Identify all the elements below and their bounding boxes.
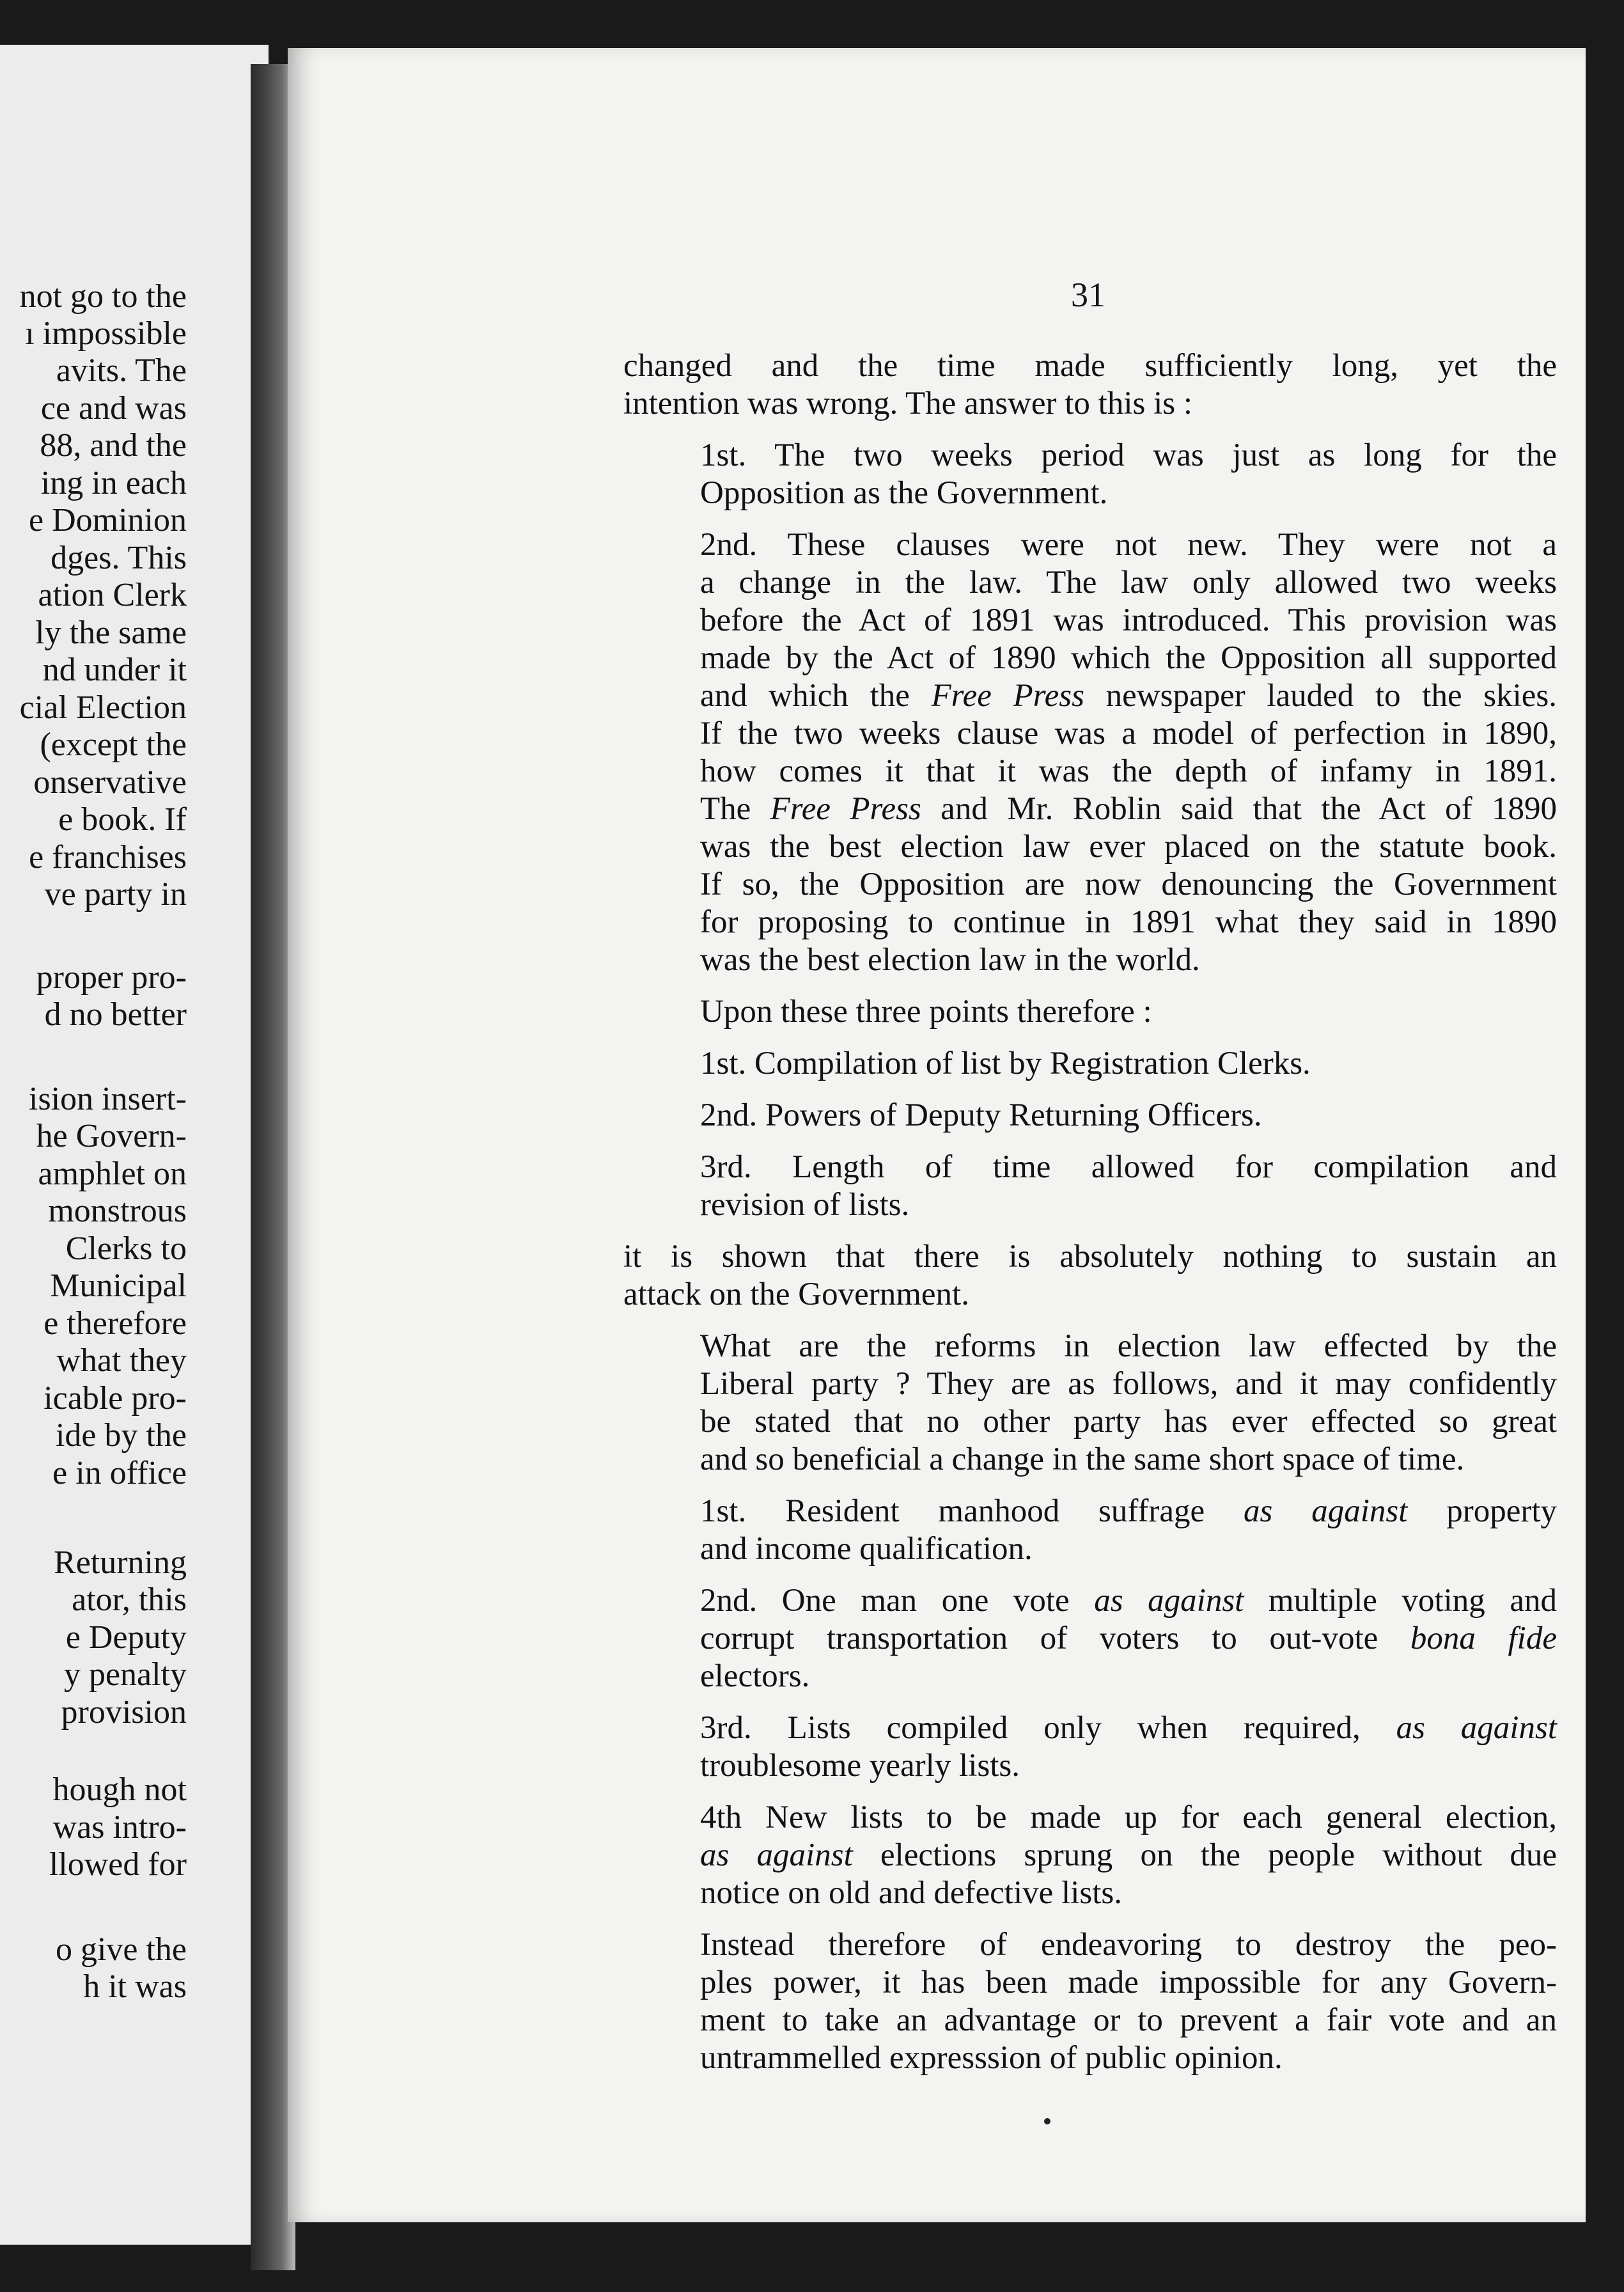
facing-page-line: 88, and the <box>40 427 187 464</box>
paragraph <box>623 1238 1557 1314</box>
facing-page-line: not go to the <box>19 278 187 315</box>
facing-page-line: Clerks to <box>65 1230 187 1267</box>
text-line: revision of lists. <box>700 1187 910 1223</box>
facing-page-line: Municipal <box>50 1268 187 1304</box>
paragraph <box>623 1097 1557 1134</box>
paragraph <box>623 1582 1557 1695</box>
text-line: Opposition as the Government. <box>700 475 1108 511</box>
text-line: 1st. The two weeks period was just as long for the <box>700 437 1557 473</box>
text-line: troublesome yearly lists. <box>700 1748 1020 1784</box>
text-line: it is shown that there is absolutely nothing to sustain an <box>623 1239 1557 1275</box>
facing-page-line: ide by the <box>55 1417 187 1454</box>
text-line: 2nd. Powers of Deputy Returning Officers. <box>700 1097 1262 1133</box>
facing-page <box>0 45 269 2245</box>
text-line: and so beneficial a change in the same short space of time. <box>700 1441 1465 1477</box>
facing-page-line: ing in each <box>40 465 187 501</box>
facing-page-line: was intro- <box>52 1809 187 1846</box>
text-line: ment to take an advantage or to prevent a fair vote and an <box>700 2002 1557 2038</box>
facing-page-line: ly the same <box>35 615 187 651</box>
facing-page-line: ve party in <box>44 876 187 913</box>
facing-page-line: (except the <box>40 726 187 763</box>
facing-page-text <box>0 45 192 2245</box>
paragraph <box>623 1799 1557 1912</box>
facing-page-line: e Deputy <box>65 1619 187 1656</box>
text-line: ples power, it has been made impossible for any Govern- <box>700 1965 1557 2000</box>
text-line: made by the Act of 1890 which the Opposition all supported <box>700 640 1557 676</box>
facing-page-line: ision insert- <box>29 1081 187 1117</box>
facing-page-line: y penalty <box>63 1656 187 1693</box>
text-line: be stated that no other party has ever effected so great <box>700 1404 1557 1440</box>
facing-page-line: icable pro- <box>43 1380 187 1417</box>
facing-page-line: avits. The <box>56 352 187 389</box>
text-line: a change in the law. The law only allowed two weeks <box>700 565 1557 600</box>
facing-page-line: e in office <box>52 1455 187 1491</box>
facing-page-line: he Govern- <box>36 1118 187 1154</box>
body-text <box>623 347 1557 2091</box>
facing-page-line: what they <box>56 1342 187 1379</box>
text-line: for proposing to continue in 1891 what they said in 1890 <box>700 904 1557 940</box>
facing-page-line: e Dominion <box>29 502 187 538</box>
paragraph <box>623 1493 1557 1568</box>
text-line: corrupt transportation of voters to out-vote bona fide <box>700 1621 1557 1656</box>
text-line: how comes it that it was the depth of infamy in 1891. <box>700 753 1557 789</box>
text-line: was the best election law in the world. <box>700 942 1200 978</box>
text-line: Instead therefore of endeavoring to destroy the peo- <box>700 1927 1557 1963</box>
paragraph <box>623 437 1557 512</box>
facing-page-line: o give the <box>55 1931 187 1968</box>
text-line: If the two weeks clause was a model of perfection in 1890, <box>700 716 1557 751</box>
facing-page-line: h it was <box>83 1968 187 2005</box>
text-line: What are the reforms in election law effected by the <box>700 1328 1557 1364</box>
text-line: Upon these three points therefore : <box>700 994 1152 1030</box>
text-line: If so, the Opposition are now denouncing the Government <box>700 867 1557 902</box>
paragraph <box>623 1709 1557 1785</box>
text-line: and income qualification. <box>700 1531 1033 1567</box>
text-line: was the best election law ever placed on the statute book. <box>700 829 1557 865</box>
paragraph <box>623 1045 1557 1083</box>
facing-page-line: amphlet on <box>38 1156 187 1192</box>
text-line: intention was wrong. The answer to this is : <box>623 386 1193 421</box>
facing-page-line: llowed for <box>49 1846 187 1883</box>
text-line: 1st. Resident manhood suffrage as against property <box>700 1493 1557 1529</box>
book-page <box>288 48 1586 2222</box>
text-line: 2nd. These clauses were not new. They were not a <box>700 527 1557 563</box>
text-line: 3rd. Length of time allowed for compilation and <box>700 1149 1557 1185</box>
facing-page-line: proper pro- <box>36 959 187 996</box>
text-line: 3rd. Lists compiled only when required, as against <box>700 1710 1557 1746</box>
facing-page-line: monstrous <box>48 1193 187 1229</box>
text-line: 1st. Compilation of list by Registration Clerks. <box>700 1046 1311 1081</box>
facing-page-line: onservative <box>33 764 187 801</box>
paragraph <box>623 1149 1557 1224</box>
text-line: The Free Press and Mr. Roblin said that the Act of 1890 <box>700 791 1557 827</box>
text-line: 2nd. One man one vote as against multiple voting and <box>700 1583 1557 1619</box>
facing-page-line: ator, this <box>72 1582 187 1618</box>
facing-page-line: Returning <box>54 1544 187 1581</box>
facing-page-line: provision <box>61 1694 187 1731</box>
text-line: notice on old and defective lists. <box>700 1875 1122 1911</box>
facing-page-line: ce and was <box>40 390 187 427</box>
facing-page-line: dges. This <box>51 540 187 576</box>
facing-page-line: ı impossible <box>25 315 187 352</box>
facing-page-line: nd under it <box>42 652 187 688</box>
facing-page-line: e therefore <box>43 1305 187 1342</box>
paragraph <box>623 1926 1557 2077</box>
text-line: as against elections sprung on the people without due <box>700 1837 1557 1873</box>
facing-page-line: e franchises <box>29 839 187 875</box>
facing-page-line: d no better <box>44 996 187 1033</box>
text-line: untrammelled expresssion of public opinion. <box>700 2040 1283 2076</box>
facing-page-line: hough not <box>52 1771 187 1808</box>
text-line: and which the Free Press newspaper lauded to the skies. <box>700 678 1557 714</box>
text-line: before the Act of 1891 was introduced. This provision was <box>700 602 1557 638</box>
paragraph <box>623 993 1557 1031</box>
facing-page-line: e book. If <box>58 801 187 838</box>
facing-page-line: cial Election <box>19 689 187 726</box>
paragraph <box>623 1328 1557 1479</box>
page-number: 31 <box>1071 276 1105 314</box>
ink-mark <box>1044 2118 1050 2124</box>
text-line: attack on the Government. <box>623 1276 969 1312</box>
text-line: electors. <box>700 1658 810 1694</box>
paragraph <box>623 347 1557 423</box>
text-line: changed and the time made sufficiently long, yet the <box>623 348 1557 384</box>
paragraph <box>623 526 1557 979</box>
text-line: 4th New lists to be made up for each general election, <box>700 1800 1557 1835</box>
text-line: Liberal party ? They are as follows, and it may confidently <box>700 1366 1557 1402</box>
facing-page-line: ation Clerk <box>38 577 187 613</box>
